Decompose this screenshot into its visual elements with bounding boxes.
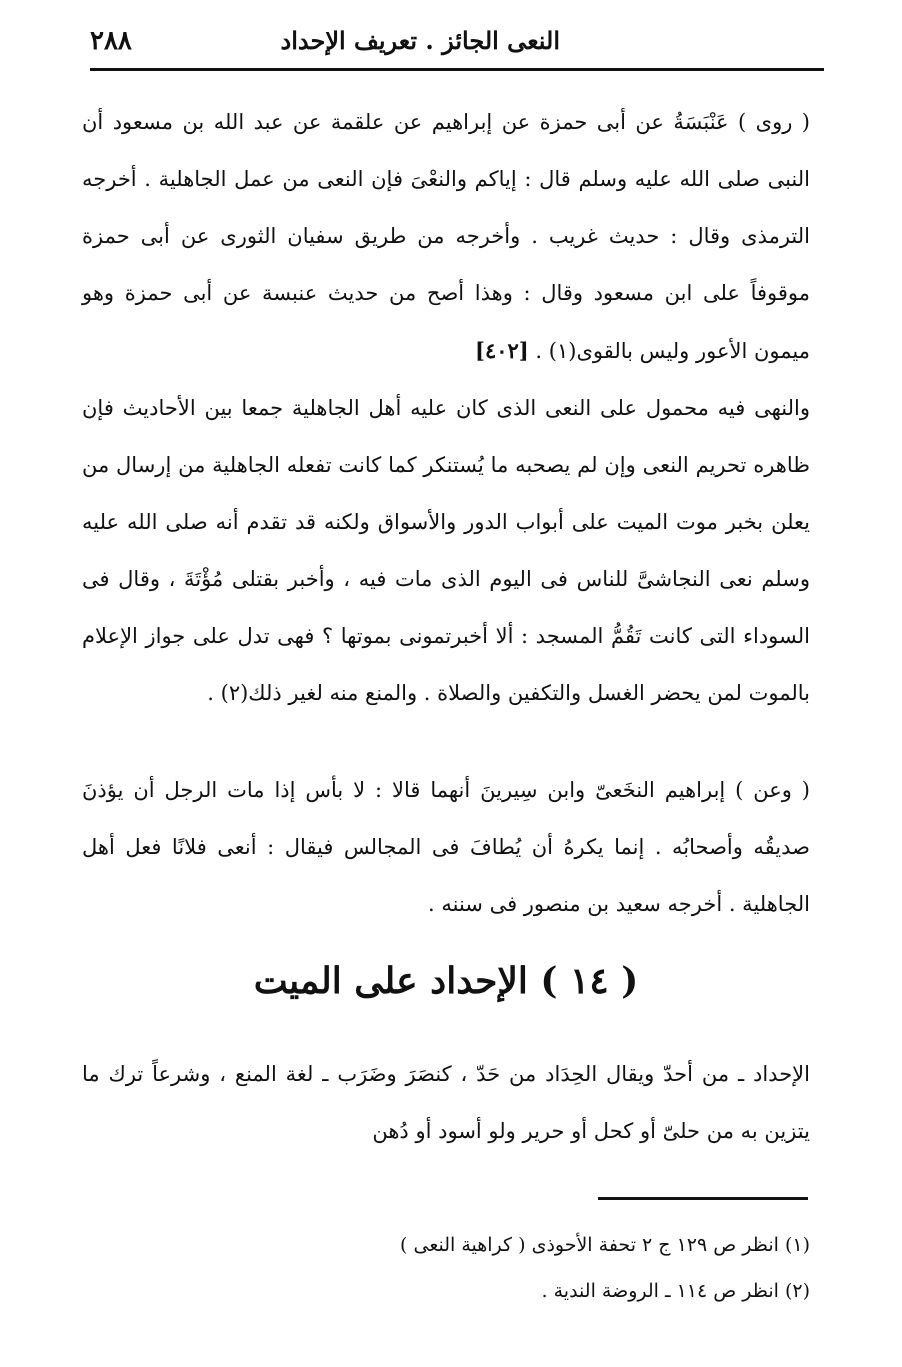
header-rule <box>90 68 824 71</box>
paragraph-definition: الإحداد ـ من أحدّ ويقال الحِدَاد من حَدّ ، كنصَرَ وضَرَب ـ لغة المنع ، وشرعاً ترك ما يتزين به من حلىّ أو كحل أو حرير ولو أسود أو دُهن <box>82 1062 810 1143</box>
footnote-2: (٢) انظر ص ١١٤ ـ الروضة الندية . <box>541 1280 810 1302</box>
reference-number: [٤٠٢] <box>475 338 529 363</box>
page-header <box>90 24 822 60</box>
footnote-rule <box>598 1197 808 1200</box>
paragraph-ibrahim-report: ( وعن ) إبراهيم النخَعىّ وابن سِيرينَ أنهما قالا : لا بأس إذا مات الرجل أن يؤذنَ صديقُه وأصحابُه . إنما يكرهُ أن يُطافَ فى المجالس فيقال : أنعى فلانًا فعل أهل الجاهلية . أخرجه سعيد بن منصور فى سننه . <box>82 778 810 916</box>
paragraph-hadith-narration <box>82 94 810 380</box>
page-number: ٢٨٨ <box>90 26 132 56</box>
section-heading: ( ١٤ ) الإحداد على الميت <box>253 960 639 1002</box>
footnote-1: (١) انظر ص ١٢٩ ج ٢ تحفة الأحوذى ( كراهية النعى ) <box>400 1234 810 1256</box>
paragraph-text: ( روى ) عَنْبَسَةُ عن أبى حمزة عن إبراهيم عن علقمة عن عبد الله بن مسعود أن النبى صلى الله عليه وسلم قال : إياكم والنعْىَ فإن النعى من عمل الجاهلية . أخرجه الترمذى وقال : حديث غريب . وأخرجه من طريق سفيان الثورى عن أبى حمزة موقوفاً على ابن مسعود وقال : وهذا أصح من حديث عنبسة عن أبى حمزة وهو ميمون الأعور وليس بالقوى(١) . <box>82 110 810 363</box>
footnotes <box>260 1222 810 1314</box>
running-title: النعى الجائز . تعريف الإحداد <box>280 26 560 55</box>
paragraph-commentary: والنهى فيه محمول على النعى الذى كان عليه أهل الجاهلية جمعا بين الأحاديث فإن ظاهره تحريم النعى وإن لم يصحبه ما يُستنكر كما كانت تفعله الجاهلية من إرسال من يعلن بخبر موت الميت على أبواب الدور والأسواق ولكنه قد تقدم أنه صلى الله عليه وسلم نعى النجاشىَّ للناس فى اليوم الذى مات فيه ، وأخبر بقتلى مُؤْتَةَ ، وقال فى السوداء التى كانت تَقُمُّ المسجد : ألا أخبرتمونى بموتها ؟ فهى تدل على جواز الإعلام بالموت لمن يحضر الغسل والتكفين والصلاة . والمنع منه لغير ذلك(٢) . <box>82 396 810 705</box>
